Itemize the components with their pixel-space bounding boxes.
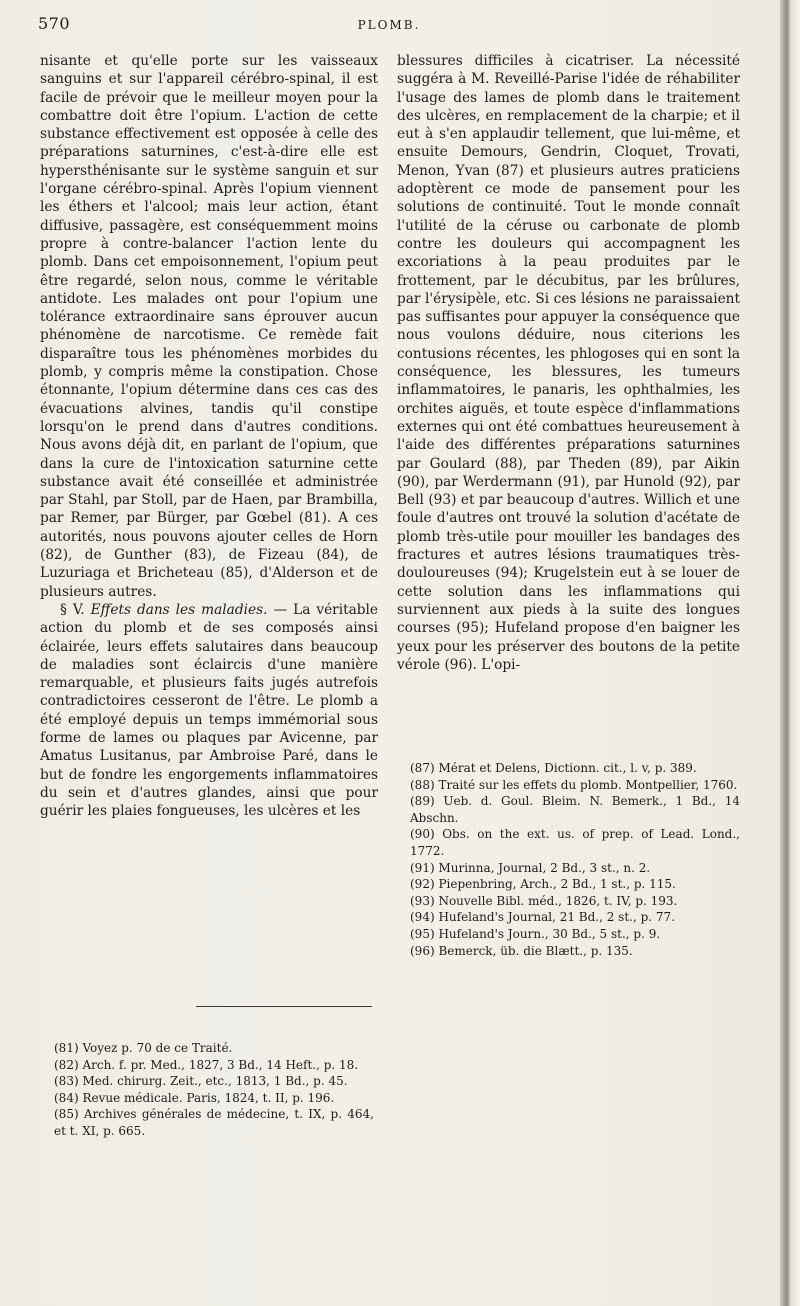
right-footnotes <box>410 760 740 959</box>
footnote: (81) Voyez p. 70 de ce Traité. <box>54 1041 233 1055</box>
footnote: (87) Mérat et Delens, Dictionn. cit., l. v, p. 389. <box>410 761 697 775</box>
page-edge-shadow <box>780 0 800 1306</box>
page-header <box>38 14 740 38</box>
left-footnotes <box>54 1040 374 1140</box>
running-title: PLOMB. <box>357 18 421 32</box>
footnote: (96) Bemerck, üb. die Blætt., p. 135. <box>410 943 633 958</box>
footnote: (95) Hufeland's Journ., 30 Bd., 5 st., p. 9. <box>410 926 661 941</box>
left-paragraph-2: — La véritable action du plomb et de ses composés ainsi éclairée, leurs effets salutaires dans beaucoup de maladies sont éclaircis d'une manière remarquable, et plusieurs faits jugés autrefois contradictoires cesseront de l'être. Le plomb a été employé depuis un temps immémorial sous forme de lames ou plaques par Avicenne, par Amatus Lusitanus, par Ambroise Paré, dans le but de fondre les engorgements inflammatoires du sein et d'autres glandes, ainsi que pour guérir les plaies fongueuses, les ulcères et les <box>40 601 378 820</box>
left-paragraph-1: nisante et qu'elle porte sur les vaisseaux sanguins et sur l'appareil cérébro-spinal, il est facile de prévoir que le meilleur moyen pour la combattre doit être l'opium. L'action de cette substance effectivement est opposée à celle des préparations saturnines, c'est-à-dire elle est hypersthénisante sur le système sanguin et sur l'organe cérébro-spinal. Après l'opium viennent les éthers et l'alcool; mais leur action, étant diffusive, passagère, est conséquemment moins propre à contre-balancer l'action lente du plomb. Dans cet empoisonnement, l'opium peut être regardé, selon nous, comme le véritable antidote. Les malades ont pour l'opium une tolérance extraordinaire sans éprouver aucun phénomène de narcotisme. Ce remède fait disparaître tous les phénomènes morbides du plomb, y compris même la constipation. Chose étonnante, l'opium détermine dans ces cas des évacuations alvines, tandis qu'il constipe lorsqu'on le prend dans d'autres conditions. Nous avons déjà dit, en parlant de l'opium, que dans la cure de l'intoxication saturnine cette substance avait été conseillée et administrée par Stahl, par Stoll, par de Haen, par Brambilla, par Remer, par Bürger, par Gœbel (81). A ces autorités, nous pouvons ajouter celles de Horn (82), de Gunther (83), de Fizeau (84), de Luzuriaga et Bricheteau (85), d'Alderson et de plusieurs autres. <box>40 53 378 600</box>
footnote: (84) Revue médicale. Paris, 1824, t. II, p. 196. <box>54 1090 335 1105</box>
footnote: (93) Nouvelle Bibl. méd., 1826, t. IV, p. 193. <box>410 893 678 908</box>
footnote: (88) Traité sur les effets du plomb. Montpellier, 1760. <box>410 777 738 792</box>
right-column <box>397 52 740 674</box>
footnote: (90) Obs. on the ext. us. of prep. of Lead. Lond., 1772. <box>410 827 740 858</box>
footnote: (82) Arch. f. pr. Med., 1827, 3 Bd., 14 Heft., p. 18. <box>54 1057 359 1072</box>
footnote: (85) Archives générales de médecine, t. IX, p. 464, et t. XI, p. 665. <box>54 1107 374 1138</box>
footnote: (94) Hufeland's Journal, 21 Bd., 2 st., p. 77. <box>410 910 676 925</box>
left-column <box>40 52 378 820</box>
section-heading-title: Effets dans les maladies. <box>90 601 268 618</box>
section-heading-prefix: § V. <box>60 601 85 618</box>
section-heading <box>40 601 378 821</box>
footnote: (91) Murinna, Journal, 2 Bd., 3 st., n. 2. <box>410 860 651 875</box>
footnote-divider <box>196 1006 372 1007</box>
footnote: (92) Piepenbring, Arch., 2 Bd., 1 st., p. 115. <box>410 877 676 892</box>
footnote: (83) Med. chirurg. Zeit., etc., 1813, 1 Bd., p. 45. <box>54 1074 348 1089</box>
right-paragraph-1: blessures difficiles à cicatriser. La nécessité suggéra à M. Reveillé-Parise l'idée de réhabiliter l'usage des lames de plomb dans le traitement des ulcères, en remplacement de la charpie; et il eut à s'en applaudir tellement, que lui-même, et ensuite Demours, Gendrin, Cloquet, Trovati, Menon, Yvan (87) et plusieurs autres praticiens adoptèrent ce mode de pansement pour les solutions de continuité. Tout le monde connaît l'utilité de la céruse ou carbonate de plomb contre les douleurs qui accompagnent les excoriations à la peau produites par le frottement, par le décubitus, par les brûlures, par l'érysipèle, etc. Si ces lésions ne paraissaient pas suffisantes pour appuyer la conséquence que nous voulons déduire, nous citerions les contusions récentes, les phlogoses qui en sont la conséquence, les blessures, les tumeurs inflammatoires, le panaris, les ophthalmies, les orchites aiguës, et toute espèce d'inflammations externes qui ont été combattues heureusement à l'aide des différentes préparations saturnines par Goulard (88), par Theden (89), par Aikin (90), par Werdermann (91), par Hunold (92), par Bell (93) et par beaucoup d'autres. Willich et une foule d'autres ont trouvé la solution d'acétate de plomb très-utile pour mouiller les bandages des fractures et autres lésions traumatiques très-douloureuses (94); Krugelstein eut à se louer de cette solution dans les inflammations qui surviennent aux pieds à la suite des longues courses (95); Hufeland propose d'en baigner les yeux pour les préserver des boutons de la petite vérole (96). L'opi- <box>397 53 740 673</box>
page-number: 570 <box>38 14 71 33</box>
footnote: (89) Ueb. d. Goul. Bleim. N. Bemerk., 1 Bd., 14 Abschn. <box>410 794 740 825</box>
